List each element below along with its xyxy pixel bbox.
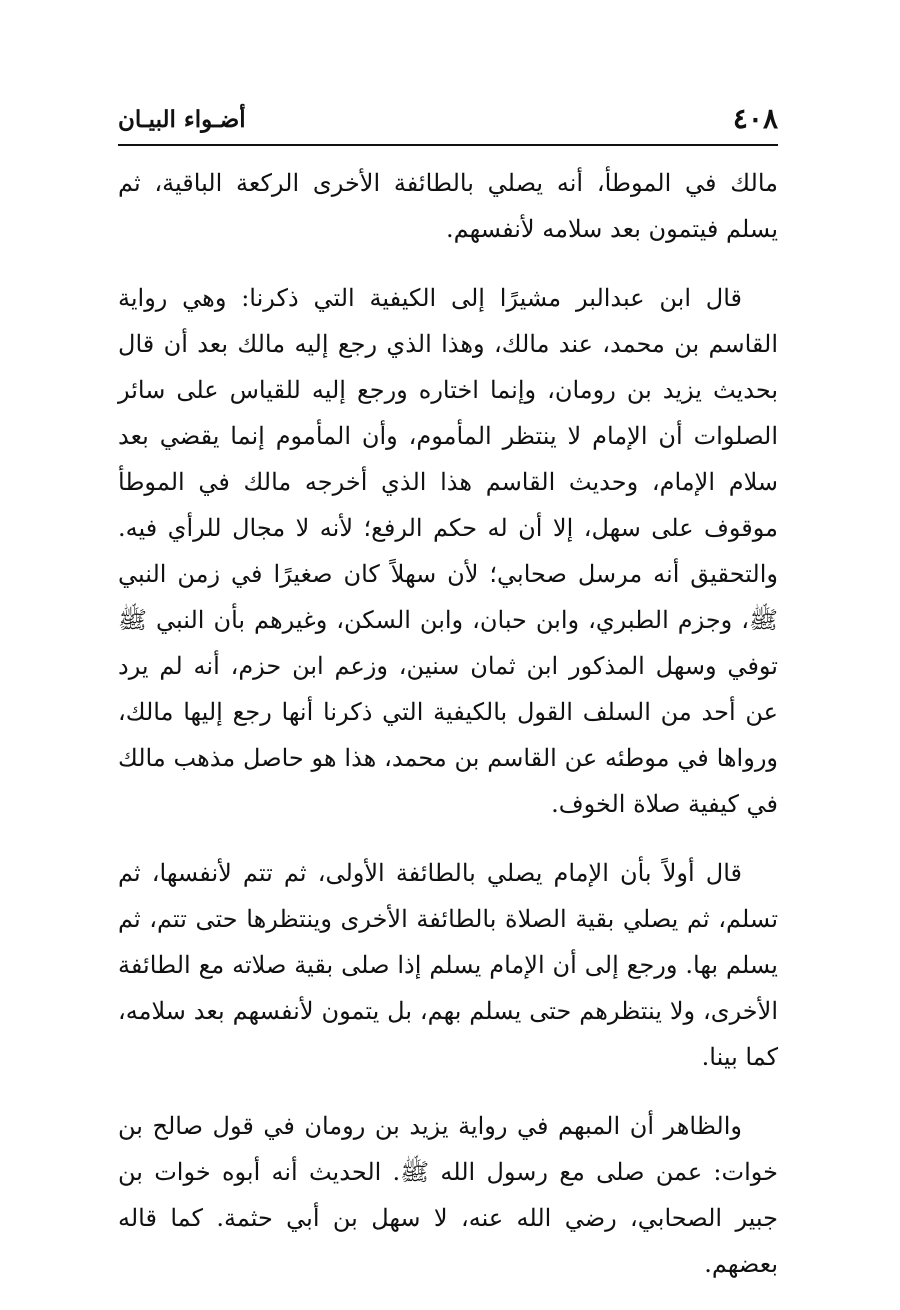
page-body	[118, 160, 778, 1287]
book-page	[118, 100, 778, 1310]
paragraph-3: قال أولاً بأن الإمام يصلي بالطائفة الأولى، ثم تتم لأنفسها، ثم تسلم، ثم يصلي بقية الصلاة بالطائفة الأخرى وينتظرها حتى تتم، ثم يسلم بها. ورجع إلى أن الإمام يسلم إذا صلى بقية صلاته مع الطائفة الأخرى، ولا ينتظرهم حتى يسلم بهم، بل يتمون لأنفسهم بعد سلامه، كما بينا.	[118, 859, 778, 1071]
paragraph-1: مالك في الموطأ، أنه يصلي بالطائفة الأخرى الركعة الباقية، ثم يسلم فيتمون بعد سلامه لأنفسهم.	[118, 169, 778, 243]
page-number: ٤٠٨	[732, 102, 778, 135]
book-title: أضـواء البيـان	[118, 106, 246, 133]
page-header	[118, 100, 778, 146]
paragraph-4: والظاهر أن المبهم في رواية يزيد بن رومان في قول صالح بن خوات: عمن صلى مع رسول الله ﷺ. الحديث أنه أبوه خوات بن جبير الصحابي، رضي الله عنه، لا سهل بن أبي حثمة. كما قاله بعضهم.	[118, 1112, 779, 1278]
paragraph-2: قال ابن عبدالبر مشيرًا إلى الكيفية التي ذكرنا: وهي رواية القاسم بن محمد، عند مالك، وهذا الذي رجع إليه مالك بعد أن قال بحديث يزيد بن رومان، وإنما اختاره ورجع إليه للقياس على سائر الصلوات أن الإمام لا ينتظر المأموم، وأن المأموم إنما يقضي بعد سلام الإمام، وحديث القاسم هذا الذي أخرجه مالك في الموطأ موقوف على سهل، إلا أن له حكم الرفع؛ لأنه لا مجال للرأي فيه. والتحقيق أنه مرسل صحابي؛ لأن سهلاً كان صغيرًا في زمن النبي ﷺ، وجزم الطبري، وابن حبان، وابن السكن، وغيرهم بأن النبي ﷺ توفي وسهل المذكور ابن ثمان سنين، وزعم ابن حزم، أنه لم يرد عن أحد من السلف القول بالكيفية التي ذكرنا أنها رجع إليها مالك، ورواها في موطئه عن القاسم بن محمد، هذا هو حاصل مذهب مالك في كيفية صلاة الخوف.	[118, 284, 778, 818]
